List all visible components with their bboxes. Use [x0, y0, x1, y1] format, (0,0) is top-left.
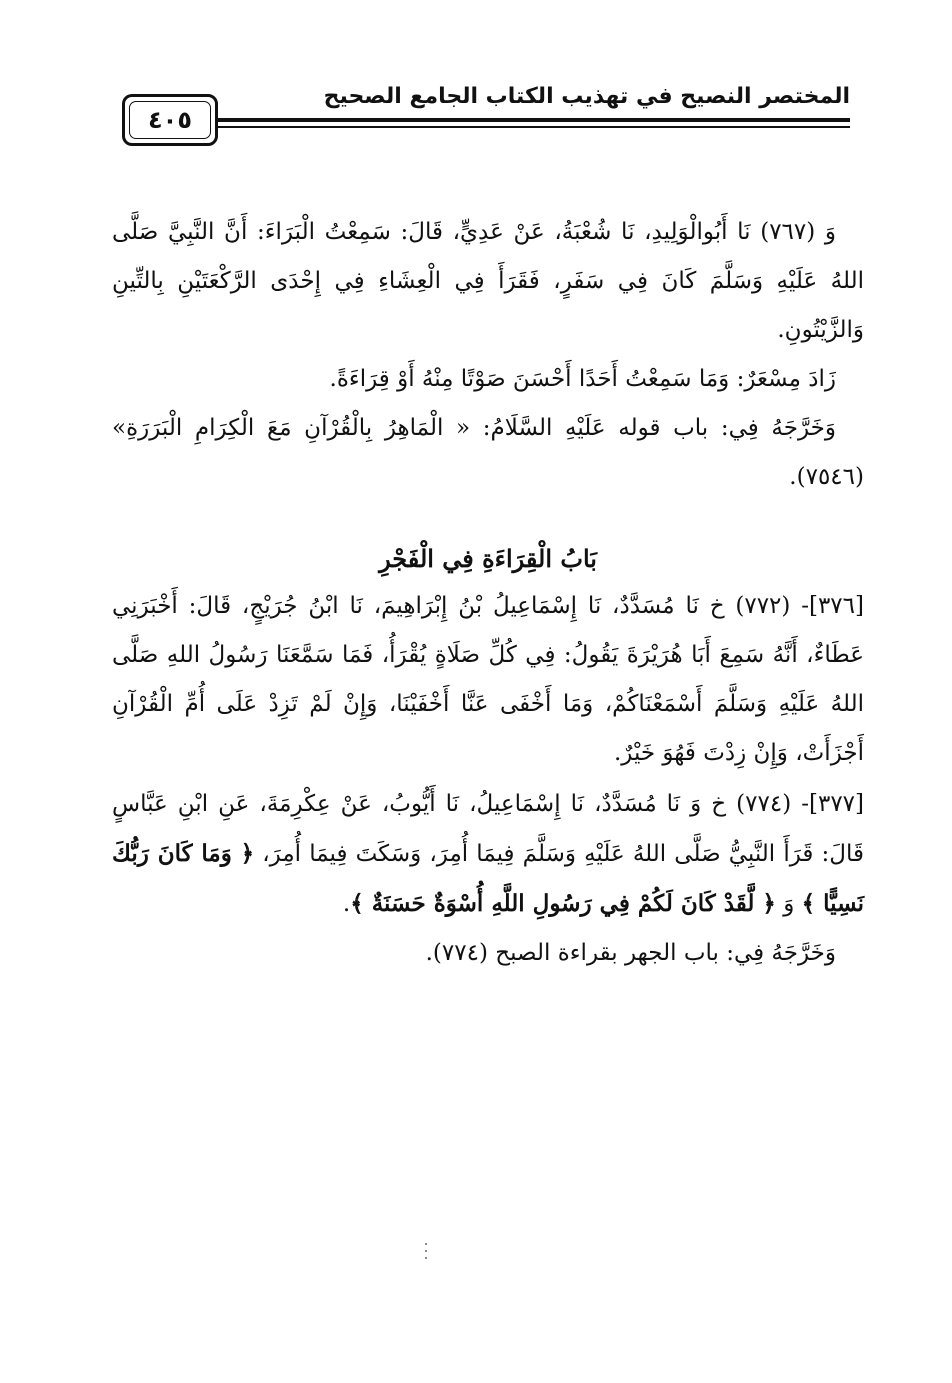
hadith-377-end: . [342, 891, 351, 917]
quran-verse-1: ﴿ وَمَا كَانَ رَبُّكَ نَسِيًّا ﴾ [112, 840, 864, 917]
chapter-heading: بَابُ الْقِرَاءَةِ فِي الْفَجْرِ [379, 544, 597, 573]
takhrij-774: وَخَرَّجَهُ فِي: باب الجهر بقراءة الصبح (٧٧٤). [425, 940, 836, 966]
hadith-376: [٣٧٦]- (٧٧٢) خ نَا مُسَدَّدٌ، نَا إِسْمَاعِيلُ بْنُ إِبْرَاهِيمَ، نَا ابْنُ جُرَيْجٍ، قَالَ: أَخْبَرَنِي عَطَاءٌ، أَنَّهُ سَمِعَ أَبَا هُرَيْرَةَ يَقُولُ: فِي كُلِّ صَلَاةٍ يُقْرَأُ، فَمَا سَمَّعَنَا رَسُولُ اللهِ صَلَّى اللهُ عَلَيْهِ وَسَلَّمَ أَسْمَعْنَاكُمْ، وَمَا أَخْفَى عَنَّا أَخْفَيْنَا، وَإِنْ لَمْ تَزِدْ عَلَى أُمِّ الْقُرْآنِ أَجْزَأَتْ، وَإِنْ زِدْتَ فَهُوَ خَيْرٌ. [112, 593, 864, 766]
scan-dot-mark [424, 1243, 428, 1259]
running-title: المختصر النصيح في تهذيب الكتاب الجامع الصحيح [323, 84, 850, 109]
quran-verse-2: ﴿ لَّقَدْ كَانَ لَكُمْ فِي رَسُولِ اللَّهِ أُسْوَةٌ حَسَنَةٌ ﴾ [350, 890, 776, 917]
hadith-377-text: [٣٧٧]- (٧٧٤) خ وَ نَا مُسَدَّدٌ، نَا إِسْمَاعِيلُ، نَا أَيُّوبُ، عَنْ عِكْرِمَةَ، عَنِ ابْنِ عَبَّاسٍ قَالَ: قَرَأَ النَّبِيُّ صَلَّى اللهُ عَلَيْهِ وَسَلَّمَ فِيمَا أُمِرَ، وَسَكَتَ فِيمَا أُمِرَ، [112, 791, 865, 867]
header-rule-thin [218, 126, 850, 128]
header-rule-thick [218, 118, 850, 122]
hadith-767: وَ (٧٦٧) نَا أَبُوالْوَلِيدِ، نَا شُعْبَةُ، عَنْ عَدِيٍّ، قَالَ: سَمِعْتُ الْبَرَاءَ: أَنَّ النَّبِيَّ صَلَّى اللهُ عَلَيْهِ وَسَلَّمَ كَانَ فِي سَفَرٍ، فَقَرَأَ فِي الْعِشَاءِ فِي إِحْدَى الرَّكْعَتَيْنِ بِالتِّينِ وَالزَّيْتُونِ. [112, 219, 864, 343]
page-body [112, 208, 864, 978]
page-number-frame [122, 94, 218, 146]
page-header [120, 78, 860, 158]
addition-misar: زَادَ مِسْعَرٌ: وَمَا سَمِعْتُ أَحَدًا أَحْسَنَ صَوْتًا مِنْهُ أَوْ قِرَاءَةً. [329, 366, 836, 392]
takhrij-7546: وَخَرَّجَهُ فِي: باب قوله عَلَيْهِ السَّلَامُ: « الْمَاهِرُ بِالْقُرْآنِ مَعَ الْكِرَامِ الْبَرَرَةِ» (٧٥٤٦). [112, 415, 864, 490]
hadith-377 [112, 780, 864, 929]
page-number: ٤٠٥ [148, 106, 192, 134]
hadith-377-conjunction: وَ [775, 891, 802, 917]
